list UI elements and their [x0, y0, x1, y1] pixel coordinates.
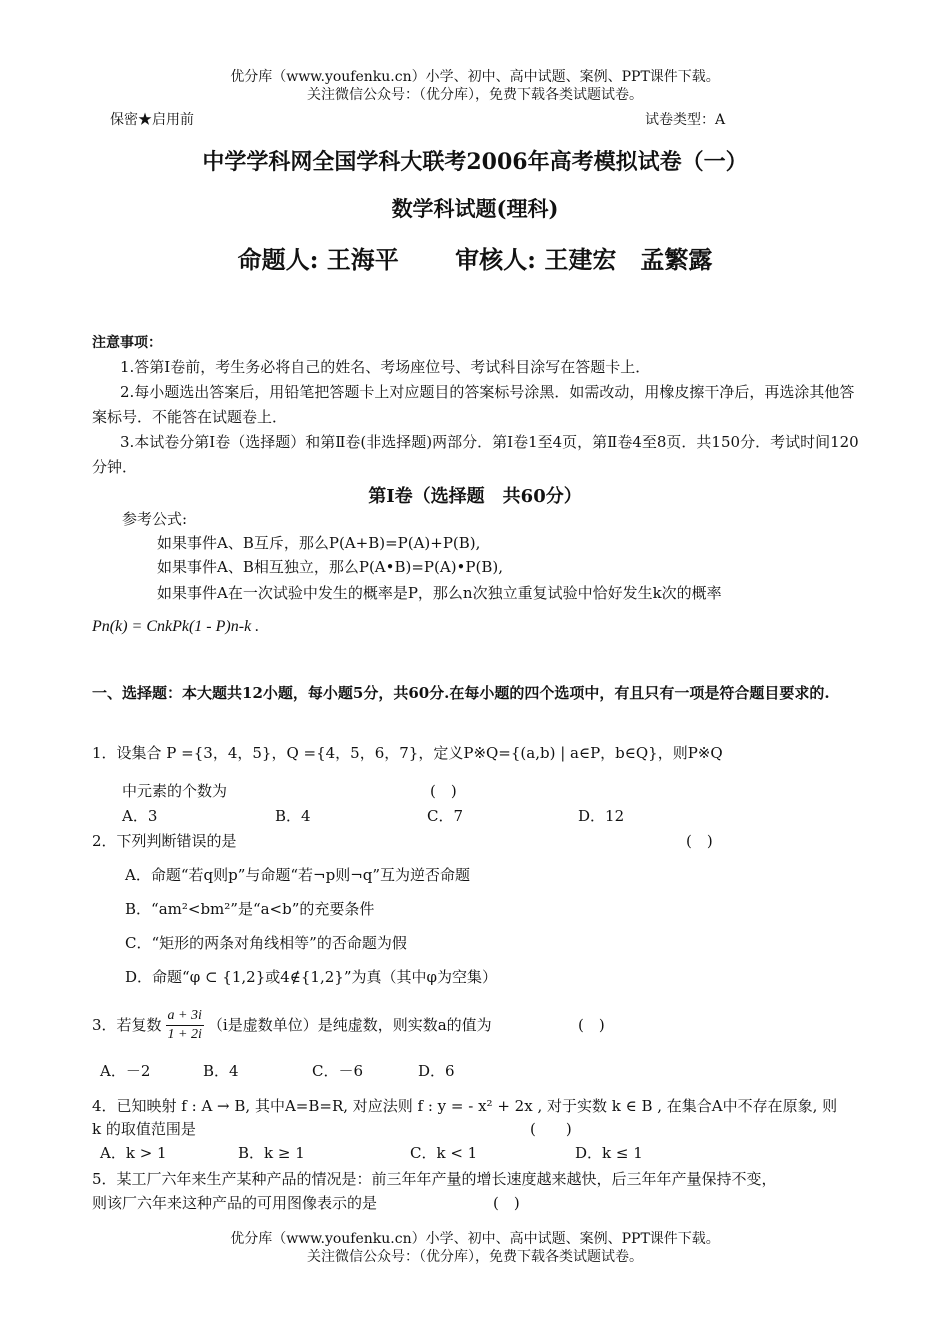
q1-stem: 1．设集合 P ={3，4，5}，Q ={4，5，6，7}，定义P※Q={(a,b) | a∈P，b∈Q}，则P※Q [92, 744, 723, 762]
q4-stem: 4．已知映射 f : A → B, 其中A=B=R, 对应法则 f : y = - x² + 2x , 对于实数 k ∈ B , 在集合A中不存在原象, 则 [92, 1097, 838, 1115]
q3-stem [92, 1004, 492, 1046]
formula-independent: 如果事件A、B相互独立，那么P(A•B)=P(A)•P(B), [157, 558, 503, 576]
binomial-formula: Pn(k) = CnkPk(1 - P)n-k . [92, 618, 260, 635]
q1-option-d: D．12 [578, 807, 625, 825]
q3-stem-b: （i是虚数单位）是纯虚数，则实数a的值为 [207, 1016, 492, 1034]
q4-option-b: B．k ≥ 1 [238, 1144, 305, 1162]
q3-option-a: A．－2 [100, 1062, 151, 1080]
q4-option-d: D．k ≤ 1 [575, 1144, 643, 1162]
notice-item-2: 2.每小题选出答案后，用铅笔把答题卡上对应题目的答案标号涂黑．如需改动，用橡皮擦干净后，再选涂其他答案标号．不能答在试题卷上． [92, 383, 855, 426]
q1-option-a: A．3 [122, 807, 158, 825]
q3-fraction-numerator: a + 3i [166, 1007, 204, 1026]
q3-option-d: D．6 [418, 1062, 455, 1080]
q3-answer-paren: ( ) [578, 1016, 605, 1034]
q3-option-c: C．－6 [312, 1062, 364, 1080]
q4-option-c: C．k < 1 [410, 1144, 478, 1162]
reference-formula-label: 参考公式: [122, 510, 188, 528]
footer-line-1: 优分库（www.youfenku.cn）小学、初中、高中试题、案例、PPT课件下载。 [230, 1231, 720, 1247]
q2-option-a: A．命题“若q则p”与命题“若¬p则¬q”互为逆否命题 [125, 866, 471, 884]
subtitle: 数学科试题(理科) [391, 196, 559, 221]
formula-binomial-text: 如果事件A在一次试验中发生的概率是P，那么n次独立重复试验中恰好发生k次的概率 [157, 584, 722, 602]
q3-option-b: B．4 [203, 1062, 239, 1080]
section1-heading: 一、选择题：本大题共12小题，每小题5分，共60分.在每小题的四个选项中，有且只有一项是符合题目要求的. [92, 684, 830, 702]
q1-answer-paren: ( ) [430, 782, 457, 800]
q2-option-c: C．“矩形的两条对角线相等”的否命题为假 [125, 934, 407, 952]
q1-option-c: C．7 [427, 807, 464, 825]
q2-option-b: B．“am²<bm²”是“a<b”的充要条件 [125, 900, 375, 918]
confidential-label: 保密★启用前 [110, 112, 194, 128]
header-line-1: 优分库（www.youfenku.cn）小学、初中、高中试题、案例、PPT课件下载。 [230, 69, 720, 85]
q2-answer-paren: ( ) [686, 832, 713, 850]
q3-fraction-denominator: 1 + 2i [167, 1026, 202, 1042]
notice-item-3: 3.本试卷分第Ⅰ卷（选择题）和第Ⅱ卷(非选择题)两部分．第Ⅰ卷1至4页，第Ⅱ卷4至8页．共150分．考试时间120分钟． [92, 433, 859, 476]
notice-heading: 注意事项： [92, 335, 162, 351]
q4-stem-2: k 的取值范围是 [92, 1120, 196, 1138]
q4-answer-paren: ( ) [530, 1120, 572, 1138]
header-line-2: 关注微信公众号：（优分库），免费下载各类试题试卷。 [307, 87, 643, 103]
formula-exclusive: 如果事件A、B互斥，那么P(A+B)=P(A)+P(B), [157, 534, 481, 552]
part1-title: 第Ⅰ卷（选择题 共60分） [368, 486, 582, 507]
main-title: 中学学科网全国学科大联考2006年高考模拟试卷（一） [202, 149, 748, 175]
q5-answer-paren: ( ) [493, 1194, 520, 1212]
q4-option-a: A．k > 1 [100, 1144, 167, 1162]
notice-item-1: 1.答第Ⅰ卷前，考生务必将自己的姓名、考场座位号、考试科目涂写在答题卡上． [120, 358, 651, 376]
q3-stem-a: 3．若复数 [92, 1016, 162, 1034]
paper-type-label: 试卷类型：A [645, 112, 726, 128]
footer-line-2: 关注微信公众号：（优分库），免费下载各类试题试卷。 [307, 1249, 643, 1265]
q1-stem-2: 中元素的个数为 [122, 782, 228, 800]
q3-fraction [166, 1007, 204, 1044]
q2-option-d: D．命题“φ ⊂ {1,2}或4∉{1,2}”为真（其中φ为空集） [125, 968, 498, 986]
q2-stem: 2．下列判断错误的是 [92, 832, 237, 850]
q1-option-b: B．4 [275, 807, 311, 825]
authors-line: 命题人: 王海平 审核人: 王建宏 孟繁露 [237, 245, 713, 274]
q5-stem-2: 则该厂六年来这种产品的可用图像表示的是 [92, 1194, 378, 1212]
q5-stem: 5．某工厂六年来生产某种产品的情况是：前三年年产量的增长速度越来越快，后三年年产量保持不变， [92, 1170, 777, 1188]
